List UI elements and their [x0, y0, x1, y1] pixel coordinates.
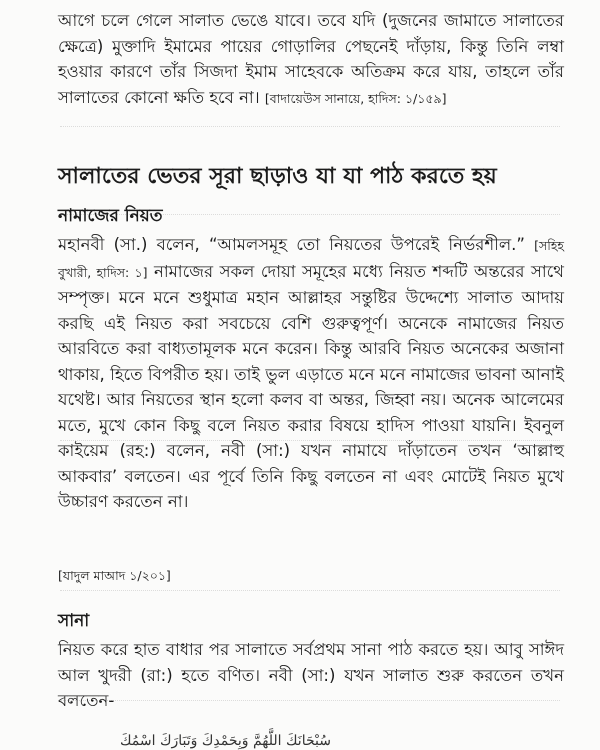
- sana-body: নিয়ত করে হাত বাধার পর সালাতে সর্বপ্রথম সানা পাঠ করতে হয়। আবু সাঈদ আল খুদরী (রা:) হতে বণিত। নবী (সা:) যখন সালাত শুরু করতেন তখন বলতেন-: [58, 640, 564, 710]
- niyat-body: নামাজের সকল দোয়া সমূহের মধ্যে নিয়ত শব্দটি অন্তরের সাথে সম্পৃক্ত। মনে মনে শুধুমাত্র মহান আল্লাহর সন্তুষ্টির উদ্দেশ্যে সালাত আদায় করছি এই নিয়ত করা সবচেয়ে বেশি গুরুত্বপূর্ণ। অনেকে নামাজের নিয়ত আরবিতে করা বাধ্যতামূলক মনে করেন। কিন্তু আরবি নিয়ত অনেকের অজানা থাকায়, হিতে বিপরীত হয়। তাই ভুল এড়াতে মনে মনে নামাজের ভাবনা আনাই যথেষ্ট। আর নিয়তের স্থান হলো কলব বা অন্তর, জিহ্বা নয়। অনেক আলেমের মতে, মুখে কোন কিছু বলে নিয়ত করার বিষয়ে হাদিস পাওয়া যায়নি। ইবনুল কাইয়েম (রহ:) বলেন, নবী (সা:) যখন নামাযে দাঁড়াতেন তখন ‘আল্লাহু আকবার’ বলতেন। এর পূর্বে তিনি কিছু বলতেন না এবং মোটেই নিয়ত মুখে উচ্চারণ করতেন না।: [58, 261, 564, 511]
- niyat-paragraph: [58, 232, 564, 515]
- show-through-line: [60, 590, 560, 591]
- niyat-citation-2: [যাদুল মাআদ ১/২০১]: [58, 568, 171, 583]
- show-through-line: [60, 126, 560, 127]
- niyat-heading: নামাজের নিয়ত: [58, 206, 163, 226]
- niyat-quote: মহানবী (সা.) বলেন, “আমলসমূহ তো নিয়তের উপরেই নির্ভরশীল.”: [58, 235, 525, 254]
- sana-paragraph: [58, 637, 564, 714]
- arabic-dua-fragment: سُبْحَانَكَ اللَّهُمَّ وَبِحَمْدِكَ وَتَبَارَكَ اسْمُكَ: [120, 733, 331, 749]
- intro-citation: [বাদায়েউস সানায়ে, হাদিস: ১/১৫৯]: [264, 90, 447, 106]
- sana-heading: সানা: [58, 611, 90, 631]
- section-title: সালাতের ভেতর সূরা ছাড়াও যা যা পাঠ করতে হয়: [58, 164, 497, 189]
- niyat-citation: [সহিহ বুখারী, হাদিস: ১]: [58, 238, 565, 280]
- intro-paragraph: [58, 8, 564, 111]
- intro-text: আগে চলে গেলে সালাত ভেঙে যাবে। তবে যদি (দুজনের জামাতে সালাতের ক্ষেত্রে) মুক্তাদি ইমামের পায়ের গোড়ালির পেছনেই দাঁড়ায়, কিন্তু তিনি লম্বা হওয়ার কারণে তাঁর সিজদা ইমাম সাহেবকে অতিক্রম করে যায়, তাহলে তাঁর সালাতের কোনো ক্ষতি হবে না।: [58, 11, 564, 107]
